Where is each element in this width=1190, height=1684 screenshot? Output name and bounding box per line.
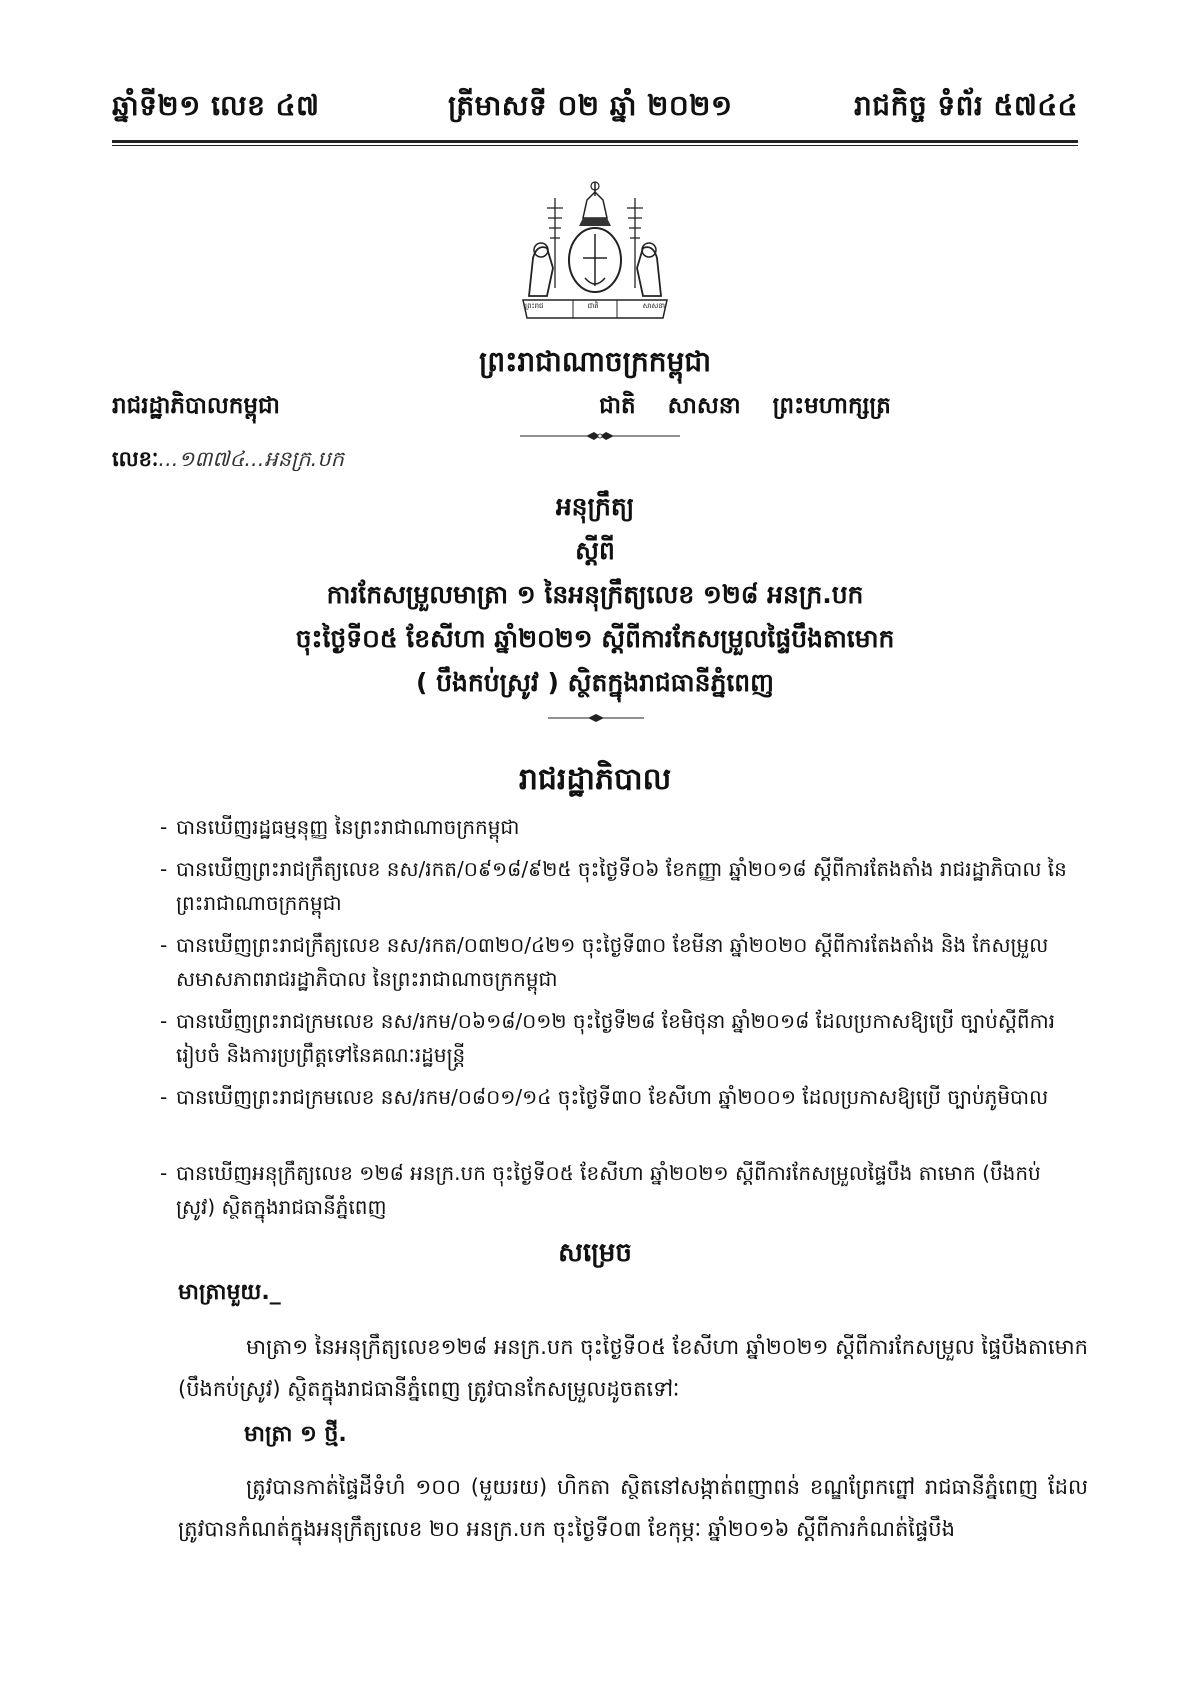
title-subject-line-1: ការកែសម្រួលមាត្រា ១ នៃអនុក្រឹត្យលេខ ១២៨ អនក្រ.បក bbox=[326, 580, 864, 609]
emblem-banner-text bbox=[525, 302, 665, 312]
title-subject-line-2: ចុះថ្ងៃទី០៥ ខែសីហា ឆ្នាំ២០២១ ស្តីពីការកែសម្រួលផ្ទៃបឹងតាមោក bbox=[295, 624, 895, 653]
document-number-value: ...១៣៧៤...អនក្រ.បក bbox=[158, 447, 344, 471]
article-one-new-heading: មាត្រា ១ ថ្មី. bbox=[244, 1422, 347, 1447]
government-heading: រាជរដ្ឋាភិបាល bbox=[518, 762, 672, 797]
emblem-banner-left: ព្រះរាជ bbox=[525, 302, 544, 310]
header-rule-thin bbox=[112, 145, 1078, 146]
kingdom-name: ព្រះរាជាណាចក្រកម្ពុជា bbox=[478, 345, 711, 378]
document-number-label: លេខៈ bbox=[112, 447, 159, 471]
emblem-banner-center: ជាតិ bbox=[587, 302, 599, 310]
header-rule bbox=[112, 140, 1078, 143]
preamble-item: - បានឃើញព្រះរាជក្រឹត្យលេខ នស/រកត/០៣២០/៤២១ ចុះថ្ងៃទី៣០ ខែមីនា ឆ្នាំ២០២០ ស្តីពីការតែងតាំង និង កែសម្រួលសមាសភាពរាជរដ្ឋាភិបាល នៃព្រះរាជាណាចក្រកម្ពុជា bbox=[160, 928, 1078, 996]
emblem-banner-right: សាសនា bbox=[642, 302, 665, 310]
preamble-item-text: បានឃើញព្រះរាជក្រមលេខ នស/រកម/០៨០១/១៤ ចុះថ្ងៃទី៣០ ខែសីហា ឆ្នាំ២០០១ ដែលប្រកាសឱ្យប្រើ ច្បាប់ភូមិបាល bbox=[176, 1085, 1049, 1109]
title-subject-line-3: ( បឹងកប់ស្រូវ ) ស្ថិតក្នុងរាជធានីភ្នំពេញ bbox=[416, 668, 774, 697]
title-subdecree: អនុក្រឹត្យ bbox=[555, 492, 635, 521]
gazette-quarter: ត្រីមាសទី ០២ ឆ្នាំ ២០២១ bbox=[448, 89, 733, 122]
decision-heading: សម្រេច bbox=[558, 1238, 632, 1268]
article-one-heading: មាត្រាមួយ._ bbox=[178, 1280, 281, 1305]
motto-ornament bbox=[520, 430, 680, 442]
preamble-item-text: បានឃើញព្រះរាជក្រឹត្យលេខ នស/រកត/០៩១៨/៩២៥ ចុះថ្ងៃទី០៦ ខែកញ្ញា ឆ្នាំ២០១៨ ស្តីពីការតែងតាំង រាជរដ្ឋាភិបាល នៃព្រះរាជាណាចក្រកម្ពុជា bbox=[176, 857, 1067, 915]
gazette-page-number: រាជកិច្ច ទំព័រ ៥៧៤៤ bbox=[854, 89, 1078, 122]
gazette-year-issue: ឆ្នាំទី២១ លេខ ៤៧ bbox=[112, 89, 320, 122]
preamble-item-text: បានឃើញព្រះរាជក្រមលេខ នស/រកម/០៦១៨/០១២ ចុះថ្ងៃទី២៨ ខែមិថុនា ឆ្នាំ២០១៨ ដែលប្រកាសឱ្យប្រើ ច្បាប់ស្តីពីការរៀបចំ និងការប្រព្រឹត្តទៅនៃគណៈរដ្ឋមន្ត្រី bbox=[176, 1009, 1055, 1067]
preamble-item: - បានឃើញព្រះរាជក្រឹត្យលេខ នស/រកត/០៩១៨/៩២៥ ចុះថ្ងៃទី០៦ ខែកញ្ញា ឆ្នាំ២០១៨ ស្តីពីការតែងតាំង រាជរដ្ឋាភិបាល នៃព្រះរាជាណាចក្រកម្ពុជា bbox=[160, 852, 1078, 920]
national-motto: ជាតិ សាសនា ព្រះមហាក្សត្រ bbox=[599, 393, 891, 419]
preamble-item-text: បានឃើញអនុក្រឹត្យលេខ ១២៨ អនក្រ.បក ចុះថ្ងៃទី០៥ ខែសីហា ឆ្នាំ២០២១ ស្តីពីការកែសម្រួលផ្ទៃបឹង តាមោក (បឹងកប់ស្រូវ) ស្ថិតក្នុងរាជធានីភ្នំពេញ bbox=[176, 1161, 1041, 1219]
article-one-text: មាត្រា១ នៃអនុក្រឹត្យលេខ១២៨ អនក្រ.បក ចុះថ្ងៃទី០៥ ខែសីហា ឆ្នាំ២០២១ ស្តីពីការកែសម្រួល ផ្ទៃបឹងតាមោក (បឹងកប់ស្រូវ) ស្ថិតក្នុងរាជធានីភ្នំពេញ ត្រូវបានកែសម្រួលដូចតទៅៈ bbox=[178, 1335, 1088, 1401]
government-label: រាជរដ្ឋាភិបាលកម្ពុជា bbox=[112, 393, 280, 419]
title-on: ស្តីពី bbox=[575, 536, 615, 565]
preamble-item: - បានឃើញអនុក្រឹត្យលេខ ១២៨ អនក្រ.បក ចុះថ្ងៃទី០៥ ខែសីហា ឆ្នាំ២០២១ ស្តីពីការកែសម្រួលផ្ទៃបឹង តាមោក (បឹងកប់ស្រូវ) ស្ថិតក្នុងរាជធានីភ្នំពេញ bbox=[160, 1156, 1078, 1224]
preamble-item-text: បានឃើញព្រះរាជក្រឹត្យលេខ នស/រកត/០៣២០/៤២១ ចុះថ្ងៃទី៣០ ខែមីនា ឆ្នាំ២០២០ ស្តីពីការតែងតាំង និង កែសម្រួលសមាសភាពរាជរដ្ឋាភិបាល នៃព្រះរាជាណាចក្រកម្ពុជា bbox=[176, 933, 1049, 991]
preamble-item: - បានឃើញព្រះរាជក្រមលេខ នស/រកម/០៨០១/១៤ ចុះថ្ងៃទី៣០ ខែសីហា ឆ្នាំ២០០១ ដែលប្រកាសឱ្យប្រើ ច្បាប់ភូមិបាល bbox=[160, 1080, 1078, 1114]
article-one-new-text: ត្រូវបានកាត់ផ្ទៃដីទំហំ ១០០ (មួយរយ) ហិកតា ស្ថិតនៅសង្កាត់ពញាពន់ ខណ្ឌព្រែកព្នៅ រាជធានីភ្នំពេញ ដែលត្រូវបានកំណត់ក្នុងអនុក្រឹត្យលេខ ២០ អនក្រ.បក ចុះថ្ងៃទី០៣ ខែកុម្ភៈ ឆ្នាំ២០១៦ ស្តីពីការកំណត់ផ្ទៃបឹង bbox=[178, 1475, 1088, 1541]
preamble-item: - បានឃើញព្រះរាជក្រមលេខ នស/រកម/០៦១៨/០១២ ចុះថ្ងៃទី២៨ ខែមិថុនា ឆ្នាំ២០១៨ ដែលប្រកាសឱ្យប្រើ ច្បាប់ស្តីពីការរៀបចំ និងការប្រព្រឹត្តទៅនៃគណៈរដ្ឋមន្ត្រី bbox=[160, 1004, 1078, 1072]
preamble-item-text: បានឃើញរដ្ឋធម្មនុញ្ញ នៃព្រះរាជាណាចក្រកម្ពុជា bbox=[176, 815, 520, 839]
title-ornament bbox=[548, 714, 644, 722]
preamble-item: - បានឃើញរដ្ឋធម្មនុញ្ញ នៃព្រះរាជាណាចក្រកម្ពុជា bbox=[160, 810, 1078, 844]
document-number bbox=[112, 446, 344, 477]
